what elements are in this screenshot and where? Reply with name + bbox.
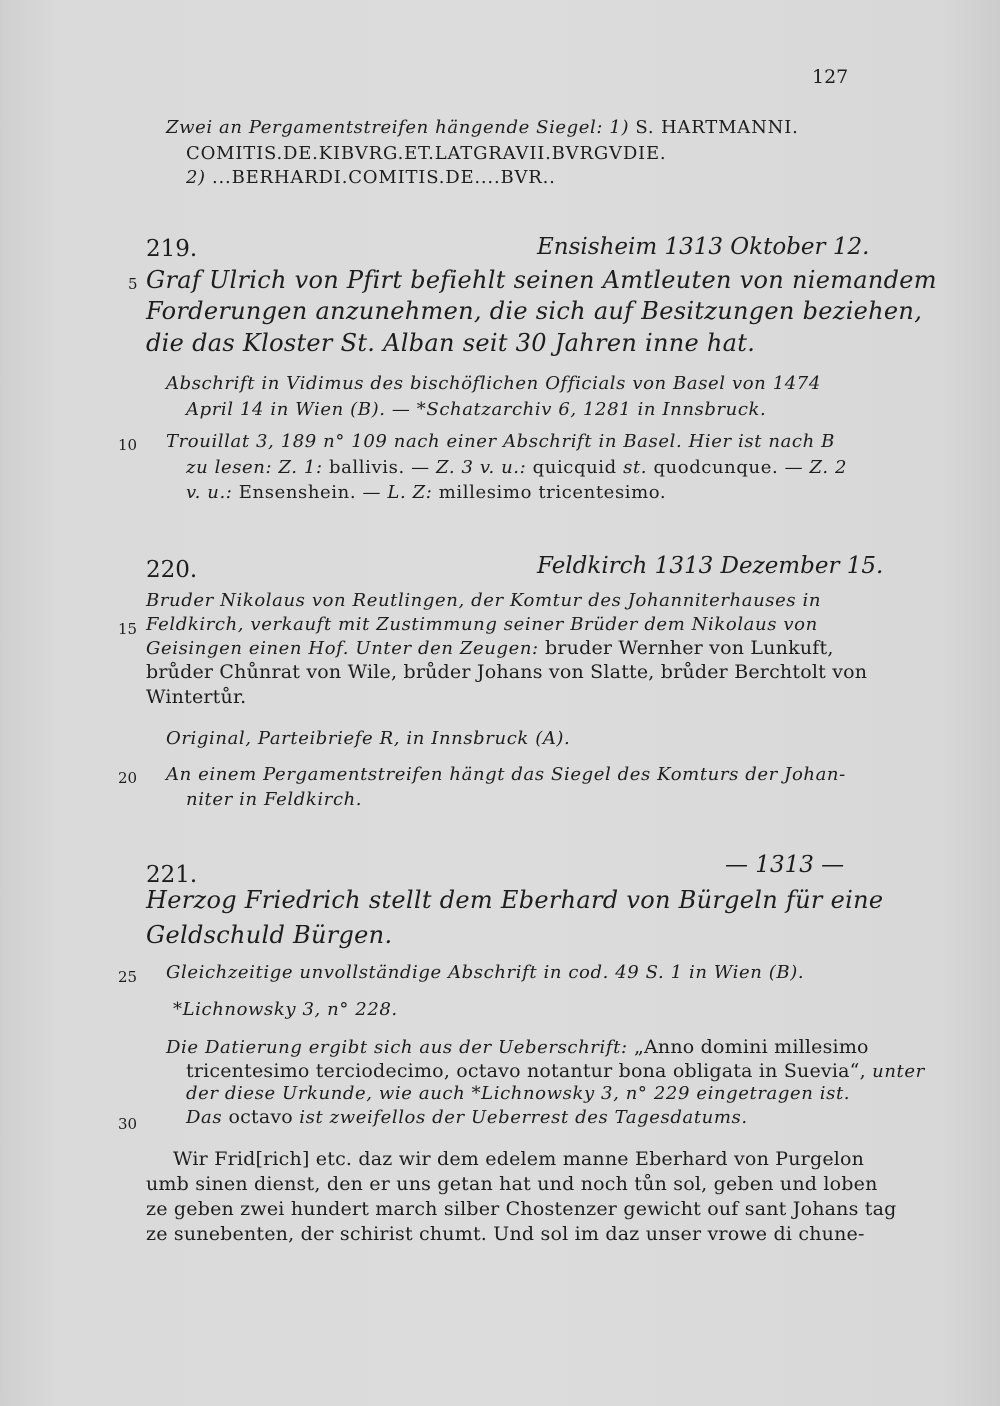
note-219-b-line-2: zu lesen: Z. 1: ballivis. — Z. 3 v. u.: quicquid st. quodcunque. — Z. 2: [186, 457, 848, 478]
text-221-line-3: ze geben zwei hundert march silber Chostenzer gewicht ouf sant Johans tag: [146, 1198, 897, 1220]
document-date-220: Feldkirch 1313 Dezember 15.: [537, 553, 884, 579]
text-221-line-1: Wir Frid[rich] etc. daz wir dem edelem manne Eberhard von Purgelon: [173, 1148, 865, 1170]
document-number-221: 221.: [146, 862, 198, 888]
regest-220-line-4: brůder Chůnrat von Wile, brůder Johans von Slatte, brůder Berchtolt von: [146, 661, 868, 683]
seal-note-line-1: Zwei an Pergamentstreifen hängende Siegel: 1) S. HARTMANNI.: [166, 117, 799, 138]
regest-219-line-3: die das Kloster St. Alban seit 30 Jahren inne hat.: [146, 329, 756, 357]
seal-note-line-3: 2) ...BERHARDI.COMITIS.DE....BVR..: [186, 167, 556, 188]
regest-221-line-2: Geldschuld Bürgen.: [146, 921, 393, 949]
note-221-c-line-2: tricentesimo terciodecimo, octavo notantur bona obligata in Suevia“, unter: [186, 1060, 925, 1082]
line-number-5: 5: [128, 275, 138, 293]
note-219-b-line-3: v. u.: Ensenshein. — L. Z: millesimo tricentesimo.: [186, 482, 667, 503]
note-219-a-line-1: Abschrift in Vidimus des bischöflichen Officials von Basel von 1474: [166, 373, 821, 394]
line-number-20: 20: [118, 769, 138, 787]
regest-219-line-2: Forderungen anzunehmen, die sich auf Besitzungen beziehen,: [146, 297, 923, 325]
page-number: 127: [812, 66, 849, 88]
text-221-line-4: ze sunebenten, der schirist chumt. Und sol im daz unser vrowe di chune-: [146, 1223, 865, 1245]
document-date-221: — 1313 —: [725, 852, 845, 878]
line-number-15: 15: [118, 620, 138, 638]
note-220-b-line-1: An einem Pergamentstreifen hängt das Siegel des Komturs der Johan-: [166, 764, 846, 785]
line-number-30: 30: [118, 1115, 138, 1133]
line-number-10: 10: [118, 436, 138, 454]
line-number-25: 25: [118, 968, 138, 986]
note-220-a: Original, Parteibriefe R, in Innsbruck (A).: [166, 728, 571, 749]
regest-220-line-3: Geisingen einen Hof. Unter den Zeugen: bruder Wernher von Lunkuft,: [146, 637, 834, 659]
document-number-220: 220.: [146, 557, 198, 583]
document-date-219: Ensisheim 1313 Oktober 12.: [537, 234, 870, 260]
regest-221-line-1: Herzog Friedrich stellt dem Eberhard von Bürgeln für eine: [146, 886, 884, 914]
regest-220-line-2: Feldkirch, verkauft mit Zustimmung seiner Brüder dem Nikolaus von: [146, 614, 818, 635]
note-221-c-line-1: Die Datierung ergibt sich aus der Ueberschrift: „Anno domini millesimo: [166, 1036, 869, 1058]
text-221-line-2: umb sinen dienst, den er uns getan hat und noch tůn sol, geben und loben: [146, 1173, 878, 1195]
note-221-c-line-3: der diese Urkunde, wie auch *Lichnowsky 3, n° 229 eingetragen ist.: [186, 1083, 851, 1104]
seal-note-line-2: COMITIS.DE.KIBVRG.ET.LATGRAVII.BVRGVDIE.: [186, 143, 667, 164]
note-219-b-line-1: Trouillat 3, 189 n° 109 nach einer Abschrift in Basel. Hier ist nach B: [166, 431, 835, 452]
note-221-c-line-4: Das octavo ist zweifellos der Ueberrest des Tagesdatums.: [186, 1106, 748, 1128]
regest-220-line-5: Wintertůr.: [146, 686, 247, 708]
regest-219-line-1: Graf Ulrich von Pfirt befiehlt seinen Amtleuten von niemandem: [146, 266, 937, 294]
note-221-b: *Lichnowsky 3, n° 228.: [173, 999, 398, 1020]
note-219-a-line-2: April 14 in Wien (B). — *Schatzarchiv 6, 1281 in Innsbruck.: [186, 399, 767, 420]
note-221-a: Gleichzeitige unvollständige Abschrift in cod. 49 S. 1 in Wien (B).: [166, 962, 805, 983]
regest-220-line-1: Bruder Nikolaus von Reutlingen, der Komtur des Johanniterhauses in: [146, 590, 822, 611]
document-number-219: 219.: [146, 236, 198, 262]
note-220-b-line-2: niter in Feldkirch.: [186, 789, 363, 810]
